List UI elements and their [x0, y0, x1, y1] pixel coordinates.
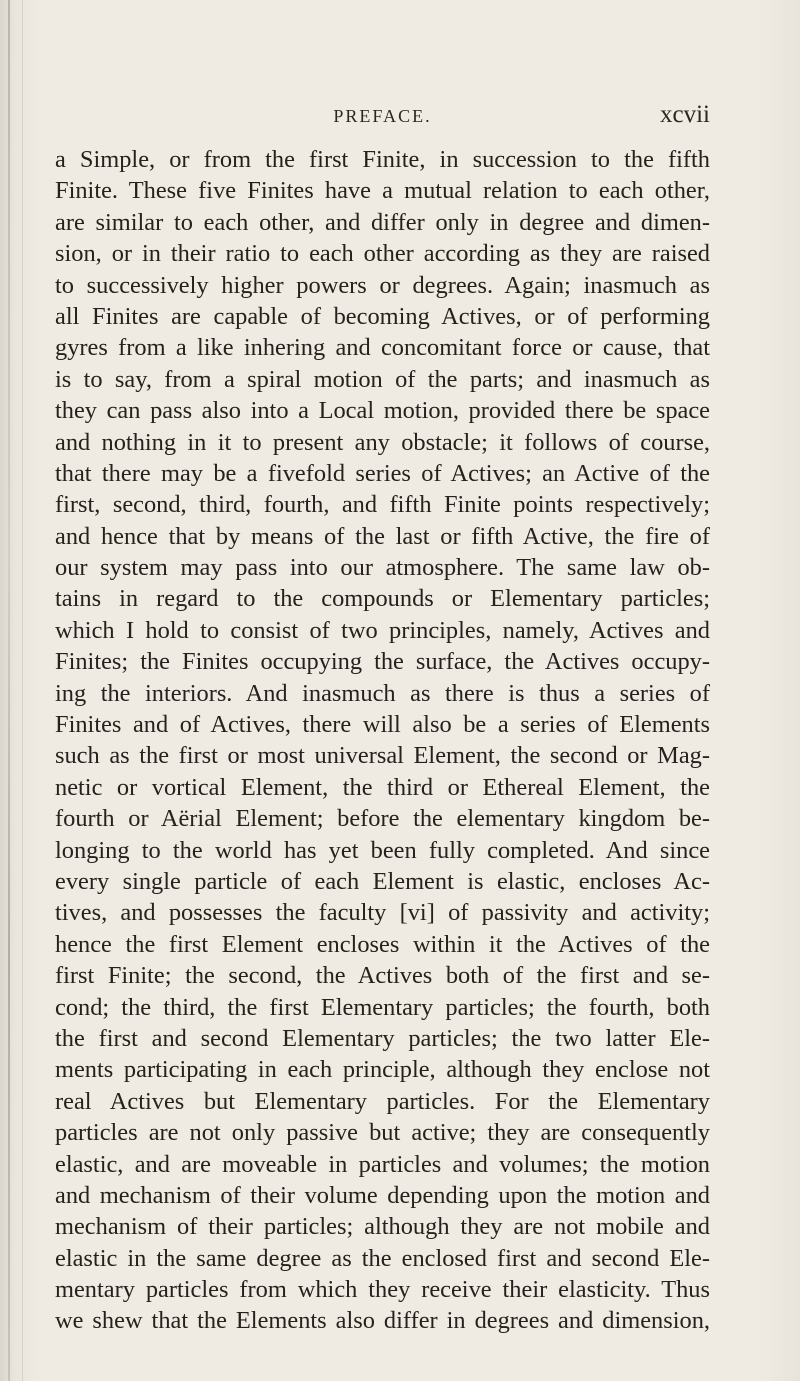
- text-line: particles are not only passive but active; they are consequently: [55, 1119, 710, 1147]
- text-line: longing to the world has yet been fully completed. And since: [55, 836, 710, 864]
- text-line: Finite. These five Finites have a mutual relation to each other,: [55, 177, 710, 205]
- text-line: first, second, third, fourth, and fifth Finite points respectively;: [55, 491, 710, 519]
- text-line: every single particle of each Element is elastic, encloses Ac-: [55, 867, 710, 895]
- text-line: that there may be a fivefold series of Actives; an Active of the: [55, 459, 710, 487]
- text-line: first Finite; the second, the Actives both of the first and se-: [55, 962, 710, 990]
- text-line: ing the interiors. And inasmuch as there is thus a series of: [55, 679, 710, 707]
- text-line: real Actives but Elementary particles. For the Elementary: [55, 1087, 710, 1115]
- text-line: all Finites are capable of becoming Actives, or of performing: [55, 302, 710, 330]
- text-line: they can pass also into a Local motion, provided there be space: [55, 397, 710, 425]
- text-line: elastic in the same degree as the enclosed first and second Ele-: [55, 1244, 710, 1272]
- text-line: Finites and of Actives, there will also be a series of Elements: [55, 711, 710, 739]
- text-line: elastic, and are moveable in particles and volumes; the motion: [55, 1150, 710, 1178]
- text-line: a Simple, or from the first Finite, in succession to the fifth: [55, 146, 710, 173]
- text-line: to successively higher powers or degrees. Again; inasmuch as: [55, 271, 710, 299]
- text-line: sion, or in their ratio to each other according as they are raised: [55, 240, 710, 268]
- text-line: and nothing in it to present any obstacle; it follows of course,: [55, 428, 710, 456]
- text-line: tains in regard to the compounds or Elementary particles;: [55, 585, 710, 613]
- text-line: our system may pass into our atmosphere. The same law ob-: [55, 554, 710, 582]
- text-line: and mechanism of their volume depending upon the motion and: [55, 1181, 710, 1209]
- gutter-shadow: [8, 0, 10, 1381]
- text-line: mentary particles from which they receive their elasticity. Thus: [55, 1276, 710, 1304]
- text-line: are similar to each other, and differ only in degree and dimen-: [55, 208, 710, 236]
- text-line: the first and second Elementary particles; the two latter Ele-: [55, 1024, 710, 1052]
- text-line: netic or vortical Element, the third or Ethereal Element, the: [55, 773, 710, 801]
- text-line: gyres from a like inhering and concomitant force or cause, that: [55, 334, 710, 362]
- text-line: ments participating in each principle, although they enclose not: [55, 1056, 710, 1084]
- page-number: xcvii: [660, 101, 710, 128]
- running-title: PREFACE.: [333, 106, 432, 126]
- text-line: such as the first or most universal Element, the second or Mag-: [55, 742, 710, 770]
- text-line: mechanism of their particles; although they are not mobile and: [55, 1213, 710, 1241]
- text-line: cond; the third, the first Elementary particles; the fourth, both: [55, 993, 710, 1021]
- text-line: Finites; the Finites occupying the surface, the Actives occupy-: [55, 648, 710, 676]
- text-line: we shew that the Elements also differ in degrees and dimension,: [55, 1307, 710, 1335]
- text-line: fourth or Aërial Element; before the elementary kingdom be-: [55, 805, 710, 833]
- text-line: which I hold to consist of two principles, namely, Actives and: [55, 616, 710, 644]
- gutter-edge: [22, 0, 23, 1381]
- text-line: is to say, from a spiral motion of the parts; and inasmuch as: [55, 365, 710, 393]
- body-text: [55, 144, 710, 1337]
- text-line: and hence that by means of the last or fifth Active, the fire of: [55, 522, 710, 550]
- text-line: tives, and possesses the faculty [vi] of passivity and activity;: [55, 899, 710, 927]
- page-header: [55, 96, 710, 136]
- text-line: hence the first Element encloses within it the Actives of the: [55, 930, 710, 958]
